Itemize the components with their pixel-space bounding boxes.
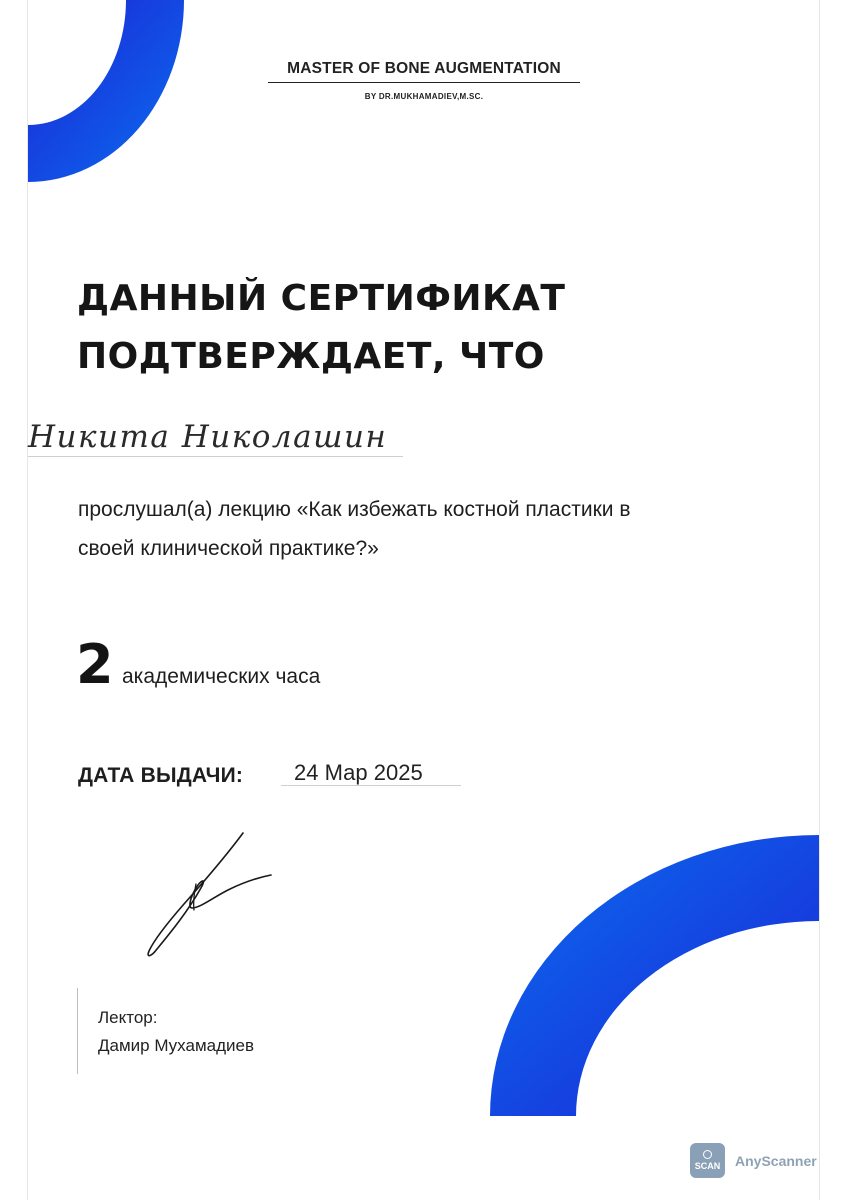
lecturer-block: [77, 988, 254, 1074]
hours-number: 2: [76, 633, 114, 696]
hours-label: академических часа: [122, 665, 321, 688]
lecture-description: прослушал(а) лекцию «Как избежать костной пластики в своей клинической практике?»: [78, 498, 631, 560]
scanner-app-name: AnyScanner: [735, 1152, 817, 1169]
heading-line-2: ПОДТВЕРЖДАЕТ, ЧТО: [77, 336, 545, 377]
brand-logo: [268, 60, 580, 101]
issue-date-label: ДАТА ВЫДАЧИ:: [78, 764, 244, 787]
certificate-heading: [77, 270, 565, 386]
scanner-icon-text: SCAN: [694, 1161, 721, 1171]
heading-line-1: ДАННЫЙ СЕРТИФИКАТ: [77, 278, 566, 319]
recipient-name: Никита Николашин: [28, 418, 403, 457]
lecturer-signature: [130, 830, 280, 965]
lecturer-label: Лектор:: [98, 1008, 158, 1027]
logo-title: MASTER OF BONE AUGMENTATION: [268, 60, 580, 83]
scanner-watermark: [690, 1143, 817, 1178]
lecturer-name: Дамир Мухамадиев: [98, 1036, 254, 1055]
decorative-arc-bottom-right: [480, 825, 825, 1125]
scanner-app-icon: [690, 1143, 725, 1178]
decorative-arc-top-left: [0, 0, 200, 190]
issue-date-value: 24 Мар 2025: [281, 760, 461, 786]
logo-subtitle: BY DR.MUKHAMADIEV,M.SC.: [364, 92, 484, 101]
